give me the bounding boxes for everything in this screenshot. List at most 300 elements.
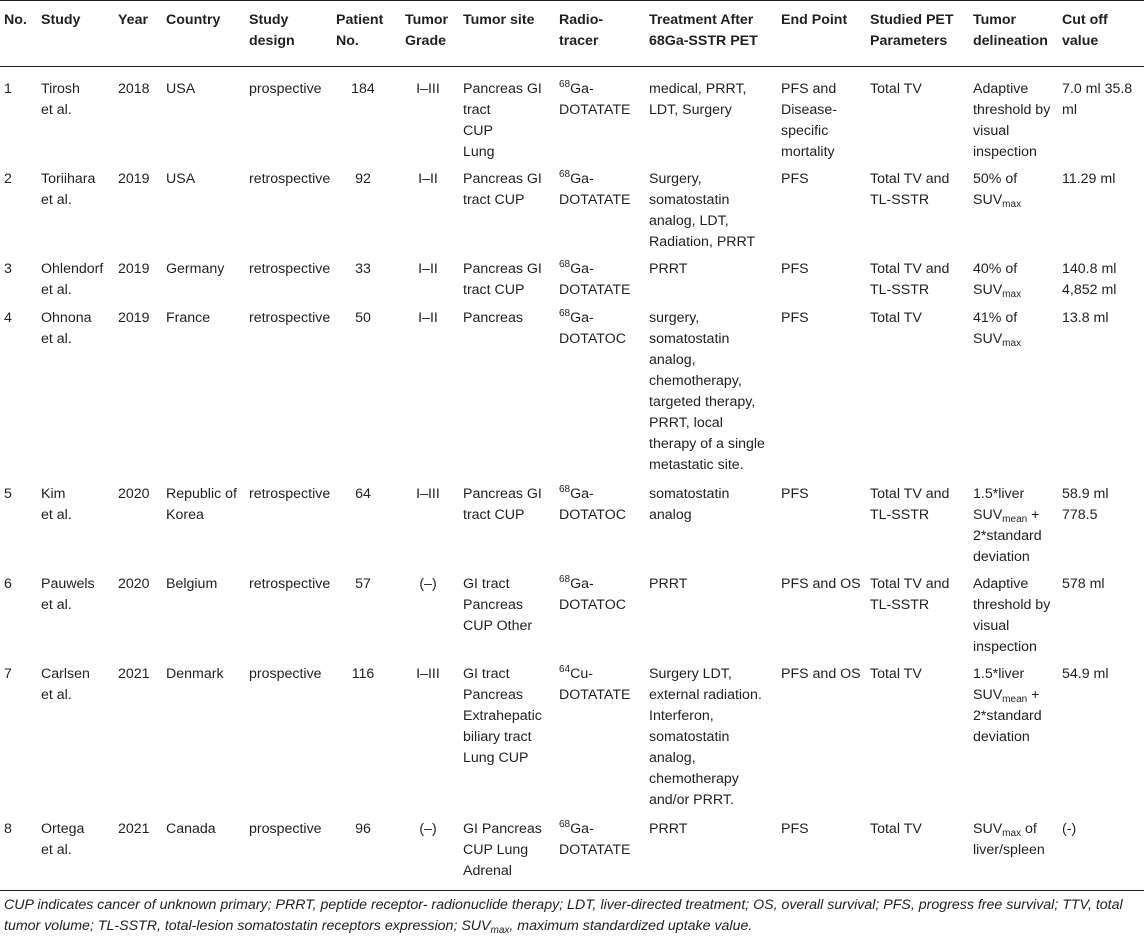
tumor-site-cell: [463, 574, 532, 637]
country-cell: [166, 79, 195, 100]
radiotracer-line: Ga-: [570, 81, 594, 97]
subscript-text: max: [1002, 199, 1022, 210]
treatment-cell: [649, 664, 762, 811]
pet-parameters-line: Total TV: [870, 81, 922, 97]
country-cell: [166, 259, 224, 280]
design-cell: retrospective: [249, 171, 331, 187]
delineation-text: deviation: [973, 549, 1030, 565]
year-cell: 2020: [118, 576, 150, 592]
subscript-text: mean: [1002, 514, 1028, 525]
column-header: [973, 10, 1048, 52]
radiotracer-cell: [559, 664, 630, 706]
study-line: Kim: [41, 486, 66, 502]
study-cell: [41, 484, 72, 526]
pet-parameters-line: Total TV: [870, 666, 922, 682]
isotope-mass-number: 64: [559, 664, 571, 675]
study-cell: [41, 308, 92, 350]
study-line: Toriihara: [41, 171, 96, 187]
delineation-text: SUV: [973, 282, 1003, 298]
isotope-mass-number: 68: [559, 484, 571, 495]
radiotracer-cell: [559, 574, 626, 616]
radiotracer-cell: [559, 169, 630, 211]
pet-parameters-line: Total TV and: [870, 576, 950, 592]
tumor-site-line: Pancreas: [463, 597, 523, 613]
treatment-line: somatostatin: [649, 729, 730, 745]
tumor-site-line: CUP Lung: [463, 842, 529, 858]
delineation-text: SUV: [973, 192, 1003, 208]
country-line: Belgium: [166, 576, 218, 592]
cutoff-cell: [1062, 308, 1109, 329]
grade-cell: I–II: [418, 171, 438, 187]
column-header: [249, 10, 295, 52]
delineation-text: liver/spleen: [973, 842, 1045, 858]
treatment-line: metastatic site.: [649, 457, 744, 473]
tumor-site-line: GI tract: [463, 576, 510, 592]
study-cell: [41, 259, 103, 301]
treatment-line: PRRT: [649, 821, 688, 837]
radiotracer-line: Ga-: [570, 576, 594, 592]
study-cell: [41, 79, 80, 121]
tumor-site-line: Extrahepatic: [463, 708, 542, 724]
radiotracer-line: DOTATATE: [559, 842, 631, 858]
grade-cell: I–II: [418, 310, 438, 326]
radiotracer-line: Cu-: [570, 666, 593, 682]
pet-parameters-line: TL-SSTR: [870, 507, 930, 523]
radiotracer-line: DOTATATE: [559, 687, 631, 703]
year-cell: 2021: [118, 821, 150, 837]
subscript-text: max: [1002, 828, 1022, 839]
column-header: [118, 10, 148, 31]
column-header-line: value: [1062, 33, 1099, 49]
radiotracer-line: Ga-: [570, 486, 594, 502]
radiotracer-line: DOTATOC: [559, 507, 626, 523]
radiotracer-line: DOTATOC: [559, 597, 626, 613]
radiotracer-line: Ga-: [570, 171, 594, 187]
end-point-cell: [781, 574, 861, 595]
radiotracer-line: DOTATATE: [559, 102, 631, 118]
column-header-line: design: [249, 33, 295, 49]
end-point-line: PFS: [781, 261, 809, 277]
isotope-mass-number: 68: [559, 308, 571, 319]
delineation-text: Adaptive: [973, 81, 1029, 97]
tumor-site-line: CUP: [463, 123, 493, 139]
column-header-line: Parameters: [870, 33, 948, 49]
row-number-cell: 8: [4, 821, 12, 837]
delineation-cell: [973, 484, 1042, 568]
delineation-text: Adaptive: [973, 576, 1029, 592]
study-cell: [41, 574, 95, 616]
pet-parameters-cell: [870, 819, 922, 840]
pet-parameters-cell: [870, 574, 949, 616]
column-header-line: Treatment After: [649, 12, 754, 28]
treatment-line: medical, PRRT,: [649, 81, 747, 97]
column-header: [1062, 10, 1108, 52]
row-number-cell: 6: [4, 576, 12, 592]
cutoff-line: 578 ml: [1062, 576, 1105, 592]
table-rule: [0, 0, 1144, 1]
table-rule: [0, 66, 1144, 67]
delineation-text: threshold by: [973, 102, 1051, 118]
delineation-text: +: [1027, 507, 1040, 523]
treatment-cell: [649, 819, 687, 840]
delineation-text: threshold by: [973, 597, 1051, 613]
pet-parameters-line: TL-SSTR: [870, 597, 930, 613]
delineation-text: +: [1027, 687, 1040, 703]
country-line: Denmark: [166, 666, 224, 682]
tumor-site-line: Adrenal: [463, 863, 512, 879]
column-header-line: No.: [4, 12, 27, 28]
column-header: [649, 10, 758, 52]
year-cell: 2019: [118, 171, 150, 187]
end-point-cell: [781, 819, 809, 840]
tumor-site-cell: [463, 79, 542, 163]
cutoff-cell: [1062, 259, 1116, 301]
cutoff-cell: [1062, 484, 1109, 526]
isotope-mass-number: 68: [559, 574, 571, 585]
column-header: [781, 10, 847, 31]
tumor-site-line: tract CUP: [463, 282, 525, 298]
treatment-line: external radiation.: [649, 687, 762, 703]
tumor-site-line: Pancreas GI: [463, 261, 542, 277]
treatment-line: PRRT, local: [649, 415, 723, 431]
pet-parameters-line: TL-SSTR: [870, 282, 930, 298]
radiotracer-cell: [559, 484, 626, 526]
isotope-mass-number: 68: [559, 169, 571, 180]
delineation-text: deviation: [973, 729, 1030, 745]
tumor-site-line: Pancreas: [463, 310, 523, 326]
delineation-text: inspection: [973, 639, 1037, 655]
year-cell: 2018: [118, 81, 150, 97]
column-header: [41, 10, 80, 31]
study-line: Ortega: [41, 821, 85, 837]
end-point-line: PFS: [781, 171, 809, 187]
study-line: Pauwels: [41, 576, 95, 592]
end-point-line: PFS: [781, 310, 809, 326]
country-line: Germany: [166, 261, 225, 277]
delineation-cell: [973, 259, 1021, 301]
country-line: Republic of: [166, 486, 237, 502]
tumor-site-line: CUP Other: [463, 618, 533, 634]
radiotracer-line: Ga-: [570, 261, 594, 277]
country-cell: [166, 574, 217, 595]
delineation-cell: [973, 574, 1050, 658]
treatment-line: LDT, Surgery: [649, 102, 732, 118]
column-header-line: Cut off: [1062, 12, 1108, 28]
delineation-text: visual: [973, 123, 1010, 139]
treatment-cell: [649, 574, 687, 595]
cutoff-line: 778.5: [1062, 507, 1098, 523]
radiotracer-cell: [559, 79, 630, 121]
treatment-line: chemotherapy,: [649, 373, 742, 389]
delineation-text: 1.5*liver: [973, 486, 1025, 502]
country-cell: [166, 169, 195, 190]
treatment-line: therapy of a single: [649, 436, 765, 452]
delineation-cell: [973, 79, 1050, 163]
delineation-text: SUV: [973, 331, 1003, 347]
tumor-site-line: Pancreas GI: [463, 81, 542, 97]
pet-parameters-cell: [870, 79, 922, 100]
column-header-line: tracer: [559, 33, 599, 49]
isotope-mass-number: 68: [559, 79, 571, 90]
study-line: et al.: [41, 842, 72, 858]
treatment-line: chemotherapy: [649, 771, 739, 787]
cutoff-line: 54.9 ml: [1062, 666, 1109, 682]
column-header: [336, 10, 383, 52]
treatment-cell: [649, 484, 729, 526]
tumor-site-cell: [463, 484, 542, 526]
study-line: et al.: [41, 102, 72, 118]
tumor-site-line: biliary tract: [463, 729, 532, 745]
row-number-cell: 3: [4, 261, 12, 277]
cutoff-line: (-): [1062, 821, 1077, 837]
design-cell: prospective: [249, 81, 322, 97]
grade-cell: I–III: [416, 666, 440, 682]
tumor-site-cell: [463, 819, 542, 882]
patients-cell: 50: [355, 310, 371, 326]
column-header-line: No.: [336, 33, 359, 49]
end-point-cell: [781, 259, 809, 280]
footnote-text: , maximum standardized uptake value.: [509, 918, 753, 934]
country-line: Korea: [166, 507, 204, 523]
tumor-site-line: tract: [463, 102, 491, 118]
design-cell: retrospective: [249, 486, 331, 502]
tumor-site-line: tract CUP: [463, 507, 525, 523]
column-header-line: Tumor: [405, 12, 449, 28]
country-cell: [166, 484, 237, 526]
delineation-text: of: [1021, 821, 1037, 837]
delineation-text: 2*standard: [973, 708, 1042, 724]
delineation-cell: [973, 664, 1042, 748]
pet-parameters-line: TL-SSTR: [870, 192, 930, 208]
study-line: et al.: [41, 687, 72, 703]
grade-cell: (–): [419, 576, 437, 592]
cutoff-line: 13.8 ml: [1062, 310, 1109, 326]
tumor-site-cell: [463, 169, 542, 211]
pet-parameters-line: Total TV and: [870, 171, 950, 187]
cutoff-cell: [1062, 169, 1115, 190]
radiotracer-cell: [559, 259, 630, 301]
treatment-line: somatostatin: [649, 192, 730, 208]
end-point-line: PFS and OS: [781, 666, 861, 682]
pet-parameters-line: Total TV: [870, 821, 922, 837]
patients-cell: 92: [355, 171, 371, 187]
treatment-line: and/or PRRT.: [649, 792, 734, 808]
column-header: [405, 10, 448, 52]
design-cell: prospective: [249, 666, 322, 682]
grade-cell: I–III: [416, 486, 440, 502]
tumor-site-cell: [463, 664, 542, 769]
column-header-line: Tumor site: [463, 12, 535, 28]
treatment-line: Surgery,: [649, 171, 702, 187]
delineation-cell: [973, 819, 1045, 861]
treatment-line: Interferon,: [649, 708, 714, 724]
year-cell: 2019: [118, 261, 150, 277]
tumor-site-line: Lung CUP: [463, 750, 529, 766]
delineation-cell: [973, 169, 1021, 211]
column-header-line: Grade: [405, 33, 447, 49]
study-line: Tirosh: [41, 81, 80, 97]
study-line: et al.: [41, 331, 72, 347]
end-point-line: mortality: [781, 144, 835, 160]
subscript-text: max: [1002, 289, 1022, 300]
radiotracer-line: DOTATATE: [559, 282, 631, 298]
cutoff-line: 7.0 ml 35.8: [1062, 81, 1133, 97]
row-number-cell: 2: [4, 171, 12, 187]
treatment-line: Radiation, PRRT: [649, 234, 756, 250]
patients-cell: 96: [355, 821, 371, 837]
patients-cell: 64: [355, 486, 371, 502]
patients-cell: 116: [351, 666, 375, 682]
treatment-line: targeted therapy,: [649, 394, 756, 410]
year-cell: 2021: [118, 666, 150, 682]
column-header-line: Study: [249, 12, 289, 28]
treatment-line: analog,: [649, 352, 696, 368]
treatment-cell: [649, 79, 747, 121]
column-header-line: Tumor: [973, 12, 1017, 28]
end-point-cell: [781, 169, 809, 190]
column-header: [166, 10, 220, 31]
treatment-line: PRRT: [649, 576, 688, 592]
tumor-site-line: Lung: [463, 144, 495, 160]
tumor-site-cell: [463, 308, 523, 329]
grade-cell: (–): [419, 821, 437, 837]
column-header: [463, 10, 534, 31]
cutoff-cell: [1062, 664, 1109, 685]
column-header-line: delineation: [973, 33, 1048, 49]
pet-parameters-cell: [870, 484, 949, 526]
patients-cell: 33: [355, 261, 371, 277]
study-line: Carlsen: [41, 666, 90, 682]
end-point-line: PFS and: [781, 81, 837, 97]
radiotracer-cell: [559, 308, 626, 350]
grade-cell: I–II: [418, 261, 438, 277]
column-header-line: Patient: [336, 12, 384, 28]
column-header-line: Studied PET: [870, 12, 954, 28]
isotope-mass-number: 68: [559, 259, 571, 270]
cutoff-cell: [1062, 79, 1132, 121]
radiotracer-line: DOTATOC: [559, 331, 626, 347]
column-header-line: Radio-: [559, 12, 604, 28]
treatment-line: analog,: [649, 750, 696, 766]
treatment-line: Surgery LDT,: [649, 666, 732, 682]
delineation-text: SUV: [973, 821, 1003, 837]
end-point-cell: [781, 308, 809, 329]
row-number-cell: 1: [4, 81, 12, 97]
country-cell: [166, 819, 216, 840]
delineation-text: SUV: [973, 507, 1003, 523]
delineation-text: SUV: [973, 687, 1003, 703]
row-number-cell: 5: [4, 486, 12, 502]
study-line: Ohnona: [41, 310, 92, 326]
delineation-text: 41% of: [973, 310, 1018, 326]
design-cell: retrospective: [249, 261, 331, 277]
radiotracer-cell: [559, 819, 630, 861]
end-point-cell: [781, 484, 809, 505]
year-cell: 2019: [118, 310, 150, 326]
radiotracer-line: DOTATATE: [559, 192, 631, 208]
delineation-text: inspection: [973, 144, 1037, 160]
isotope-mass-number: 68: [559, 819, 571, 830]
column-header: [4, 10, 27, 31]
tumor-site-line: Pancreas GI: [463, 486, 542, 502]
footnote-text: CUP indicates cancer of unknown primary; PRRT, peptide receptor- radionuclide therapy; LDT, liver-directed treatment; OS, overall survival; PFS, progress free survival; TTV, total tumor volume; TL-SSTR, total-lesion somatostatin receptors expression; SUV: [4, 897, 1123, 934]
country-line: Canada: [166, 821, 216, 837]
column-header-line: Study: [41, 12, 81, 28]
radiotracer-line: Ga-: [570, 310, 594, 326]
country-line: USA: [166, 81, 196, 97]
subscript-text: mean: [1002, 694, 1028, 705]
treatment-line: somatostatin: [649, 331, 730, 347]
design-cell: prospective: [249, 821, 322, 837]
cutoff-line: 58.9 ml: [1062, 486, 1109, 502]
patients-cell: 184: [351, 81, 375, 97]
treatment-line: PRRT: [649, 261, 688, 277]
tumor-site-line: Pancreas GI: [463, 171, 542, 187]
cutoff-line: 140.8 ml: [1062, 261, 1117, 277]
end-point-line: PFS: [781, 821, 809, 837]
delineation-cell: [973, 308, 1021, 350]
treatment-cell: [649, 259, 687, 280]
study-cell: [41, 169, 95, 211]
end-point-cell: [781, 664, 861, 685]
study-line: et al.: [41, 597, 72, 613]
tumor-site-line: GI tract: [463, 666, 510, 682]
country-line: France: [166, 310, 211, 326]
pet-parameters-cell: [870, 664, 922, 685]
treatment-cell: [649, 169, 755, 253]
study-line: et al.: [41, 282, 72, 298]
tumor-site-cell: [463, 259, 542, 301]
study-line: Ohlendorf: [41, 261, 104, 277]
delineation-text: visual: [973, 618, 1010, 634]
delineation-text: 1.5*liver: [973, 666, 1025, 682]
patients-cell: 57: [355, 576, 371, 592]
end-point-cell: [781, 79, 837, 163]
cutoff-line: 11.29 ml: [1062, 171, 1116, 187]
cutoff-line: 4,852 ml: [1062, 282, 1117, 298]
study-line: et al.: [41, 507, 72, 523]
column-header-line: End Point: [781, 12, 848, 28]
pet-parameters-line: Total TV and: [870, 261, 950, 277]
row-number-cell: 7: [4, 666, 12, 682]
treatment-line: analog: [649, 507, 692, 523]
table-footnote: [4, 895, 1140, 937]
subscript-text: max: [490, 925, 510, 936]
study-cell: [41, 664, 90, 706]
column-header-line: Year: [118, 12, 148, 28]
study-line: et al.: [41, 192, 72, 208]
radiotracer-line: Ga-: [570, 821, 594, 837]
pet-parameters-line: Total TV and: [870, 486, 950, 502]
column-header-line: 68Ga-SSTR PET: [649, 33, 758, 49]
delineation-text: 40% of: [973, 261, 1018, 277]
tumor-site-line: tract CUP: [463, 192, 525, 208]
cutoff-cell: [1062, 819, 1076, 840]
year-cell: 2020: [118, 486, 150, 502]
design-cell: retrospective: [249, 576, 331, 592]
pet-parameters-cell: [870, 259, 949, 301]
table-rule: [0, 890, 1144, 891]
pet-parameters-cell: [870, 169, 949, 211]
country-cell: [166, 308, 210, 329]
grade-cell: I–III: [416, 81, 440, 97]
treatment-line: surgery,: [649, 310, 700, 326]
cutoff-line: ml: [1062, 102, 1077, 118]
end-point-line: PFS and OS: [781, 576, 861, 592]
country-cell: [166, 664, 224, 685]
tumor-site-line: Pancreas: [463, 687, 523, 703]
cutoff-cell: [1062, 574, 1105, 595]
